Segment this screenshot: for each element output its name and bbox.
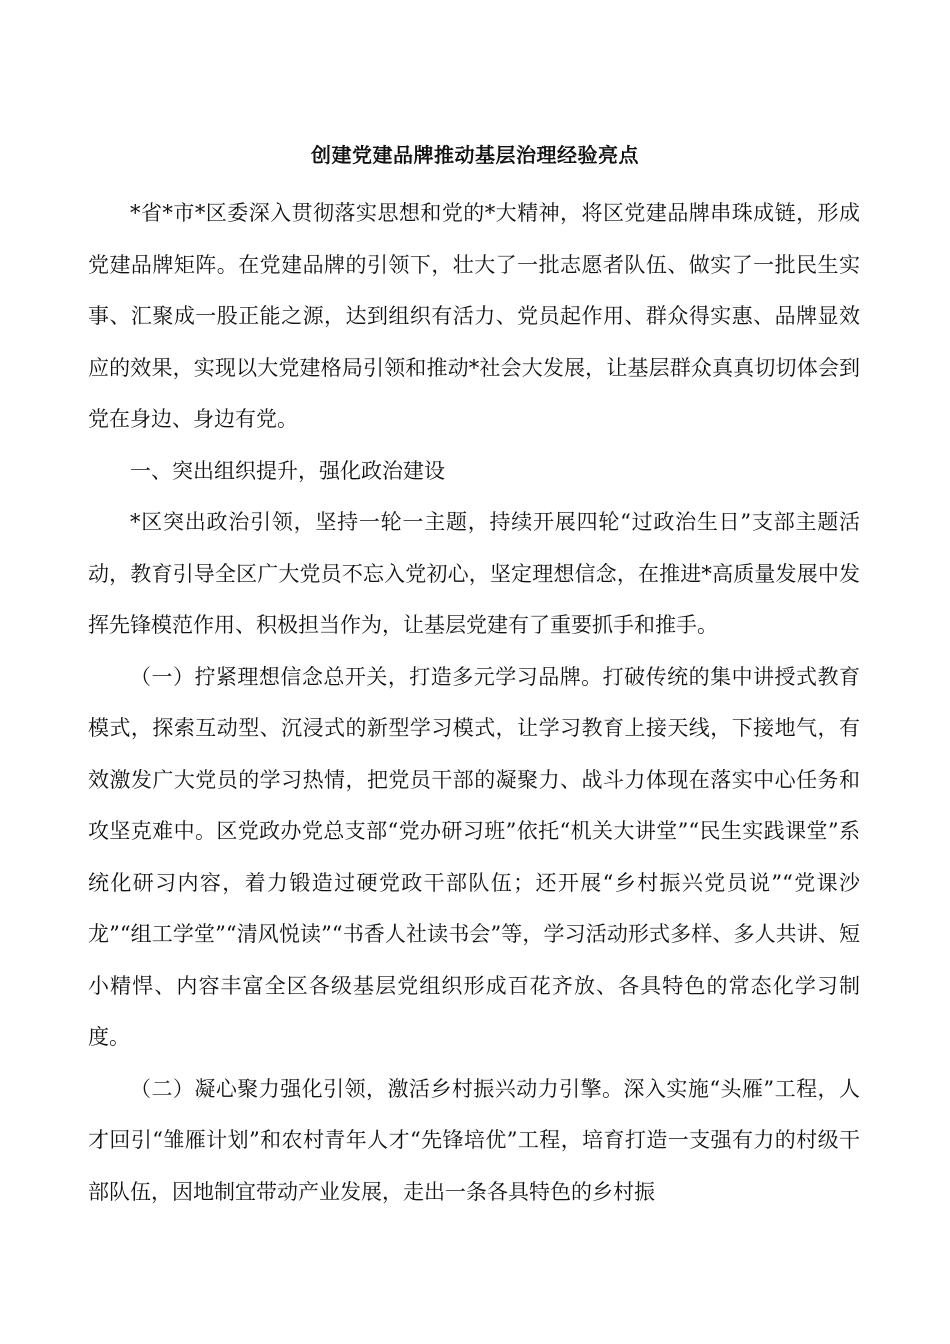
subsection-1-paragraph: （一）拧紧理想信念总开关，打造多元学习品牌。打破传统的集中讲授式教育模式，探索互动型、沉浸式的新型学习模式，让学习教育上接天线，下接地气，有效激发广大党员的学习热情，把党员干部的凝聚力、战斗力体现在落实中心任务和攻坚克难中。区党政办党总支部“党办研习班”依托“机关大讲堂”“民生实践课堂”系统化研习内容，着力锻造过硬党政干部队伍；还开展“乡村振兴党员说”“党课沙龙”“组工学堂”“清风悦读”“书香人社读书会”等，学习活动形式多样、多人共讲、短小精悍、内容丰富全区各级基层党组织形成百花齐放、各具特色的常态化学习制度。: [88, 664, 860, 1049]
document-title: 创建党建品牌推动基层治理经验亮点: [311, 143, 639, 167]
subsection-2-paragraph: （二）凝心聚力强化引领，激活乡村振兴动力引擎。深入实施“头雁”工程，人才回引“雏雁计划”和农村青年人才“先锋培优”工程，培育打造一支强有力的村级干部队伍，因地制宜带动产业发展，走出一条各具特色的乡村振: [88, 1076, 860, 1204]
section-intro-paragraph: *区突出政治引领，坚持一轮一主题，持续开展四轮“过政治生日”支部主题活动，教育引导全区广大党员不忘入党初心，坚定理想信念，在推进*高质量发展中发挥先锋模范作用、积极担当作为，让基层党建有了重要抓手和推手。: [88, 510, 860, 637]
document-body: [88, 188, 860, 1218]
intro-paragraph: *省*市*区委深入贯彻落实思想和党的*大精神，将区党建品牌串珠成链，形成党建品牌矩阵。在党建品牌的引领下，壮大了一批志愿者队伍、做实了一批民生实事、汇聚成一股正能之源，达到组织有活力、党员起作用、群众得实惠、品牌显效应的效果，实现以大党建格局引领和推动*社会大发展，让基层群众真真切切体会到党在身边、身边有党。: [88, 201, 860, 431]
section-heading: 一、突出组织提升，强化政治建设: [130, 458, 445, 483]
